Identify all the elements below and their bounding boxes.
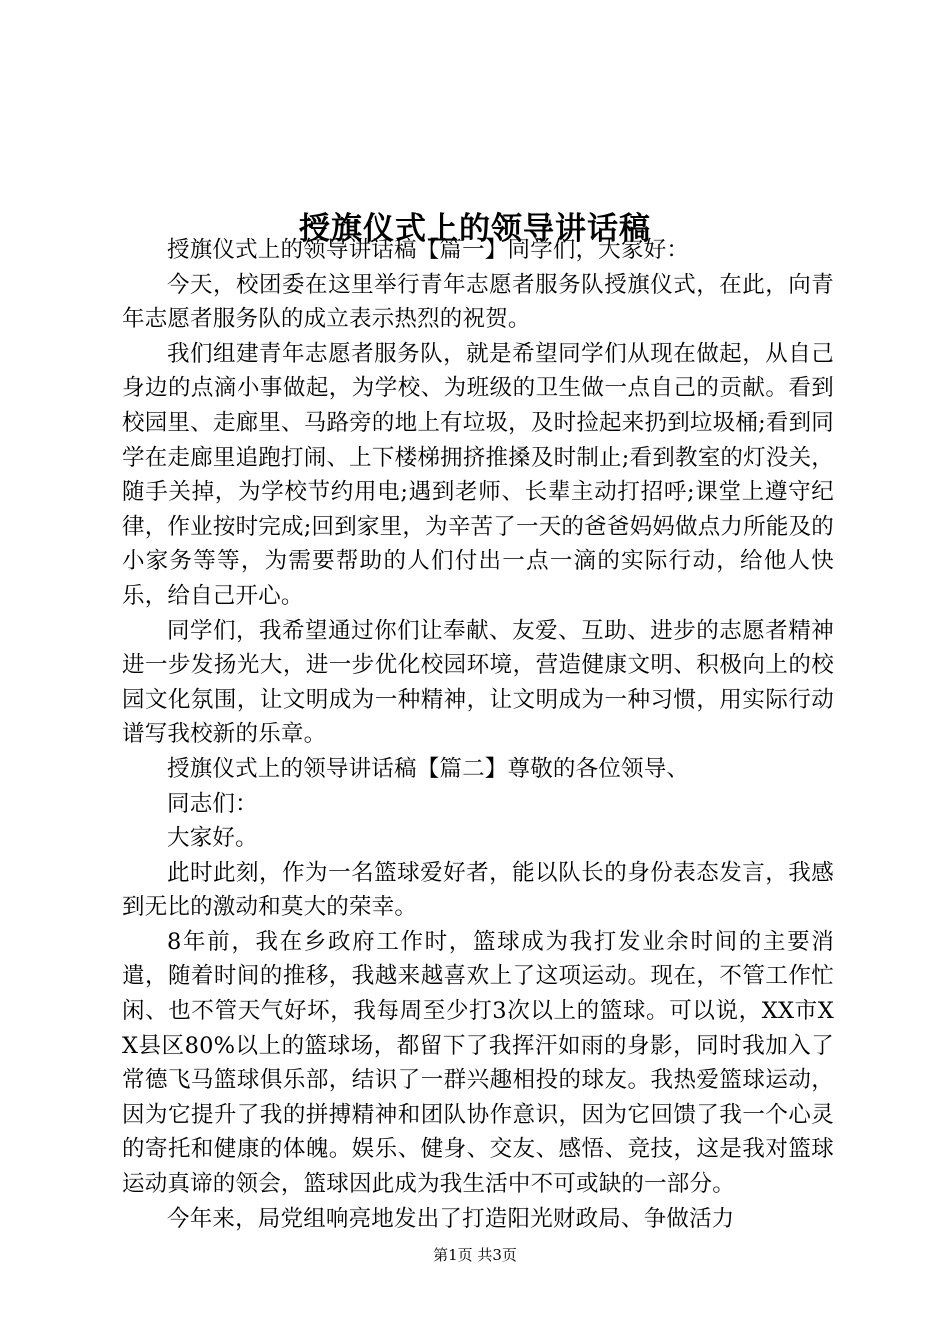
paragraph-4: 同学们，我希望通过你们让奉献、友爱、互助、进步的志愿者精神进一步发扬光大，进一步优化校园环境，营造健康文明、积极向上的校园文化氛围，让文明成为一种精神，让文明成为一种习惯，用实际行动谱写我校新的乐章。	[122, 617, 834, 748]
paragraph-10: 今年来，局党组响亮地发出了打造阳光财政局、争做活力	[167, 1205, 735, 1232]
document-title: 授旗仪式上的领导讲话稿	[299, 210, 651, 247]
paragraph-8: 此时此刻，作为一名篮球爱好者，能以队长的身份表态发言，我感到无比的激动和莫大的荣幸。	[122, 859, 834, 921]
paragraph-9: 8年前，我在乡政府工作时，篮球成为我打发业余时间的主要消遣，随着时间的推移，我越来越喜欢上了这项运动。现在，不管工作忙闲、也不管天气好坏，我每周至少打3次以上的篮球。可以说，XX市XX县区80%以上的篮球场，都留下了我挥汗如雨的身影，同时我加入了常德飞马篮球俱乐部，结识了一群兴趣相投的球友。我热爱篮球运动，因为它提升了我的拼搏精神和团队协作意识，因为它回馈了我一个心灵的寄托和健康的体魄。娱乐、健身、交友、感悟、竞技，这是我对篮球运动真谛的领会，篮球因此成为我生活中不可或缺的一部分。	[122, 928, 834, 1198]
paragraph-3: 我们组建青年志愿者服务队，就是希望同学们从现在做起，从自己身边的点滴小事做起，为学校、为班级的卫生做一点自己的贡献。看到校园里、走廊里、马路旁的地上有垃圾，及时捡起来扔到垃圾桶;看到同学在走廊里追跑打闹、上下楼梯拥挤推搡及时制止;看到教室的灯没关，随手关掉，为学校节约用电;遇到老师、长辈主动打招呼;课堂上遵守纪律，作业按时完成;回到家里，为辛苦了一天的爸爸妈妈做点力所能及的小家务等等，为需要帮助的人们付出一点一滴的实际行动，给他人快乐，给自己开心。	[122, 340, 834, 609]
paragraph-1: 授旗仪式上的领导讲话稿【篇一】同学们，大家好：	[167, 237, 690, 263]
paragraph-2: 今天，校团委在这里举行青年志愿者服务队授旗仪式，在此，向青年志愿者服务队的成立表示热烈的祝贺。	[122, 271, 834, 333]
page-footer: 第1页 共3页	[433, 1246, 517, 1264]
document-body	[122, 233, 834, 1236]
paragraph-5: 授旗仪式上的领导讲话稿【篇二】尊敬的各位领导、	[167, 755, 690, 782]
paragraph-6: 同志们：	[167, 790, 258, 817]
paragraph-7: 大家好。	[167, 825, 258, 852]
